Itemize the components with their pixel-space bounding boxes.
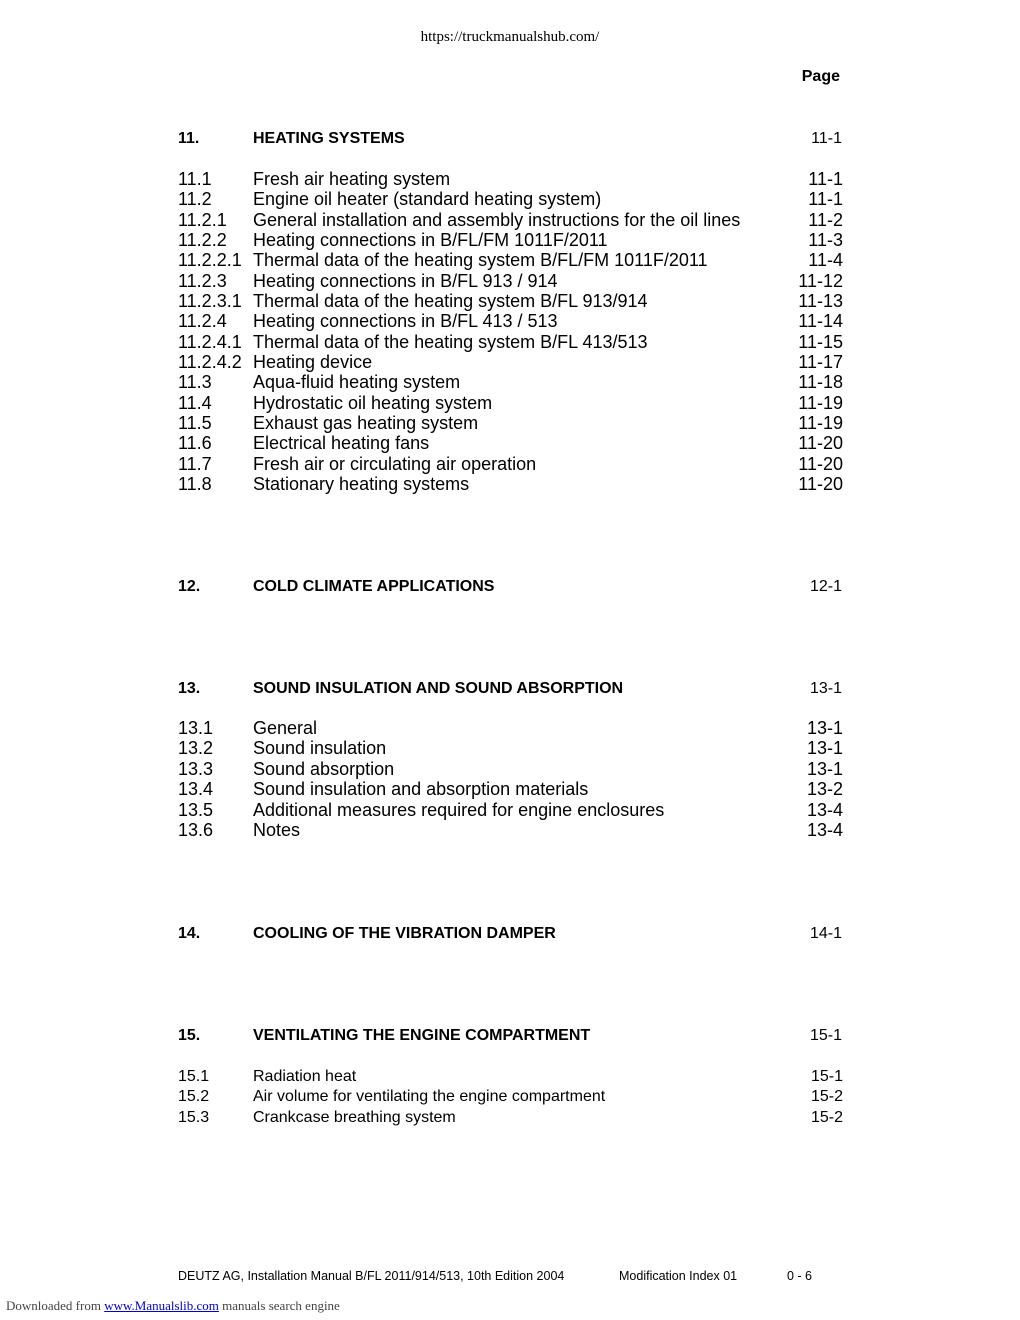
entry-number: 11.2.3.1 bbox=[178, 290, 242, 311]
entry-title: Radiation heat bbox=[253, 1068, 357, 1085]
entry-title: Aqua-fluid heating system bbox=[253, 372, 461, 393]
section-title: SOUND INSULATION AND SOUND ABSORPTION bbox=[253, 680, 624, 697]
entry-title: General installation and assembly instructions for the oil lines bbox=[253, 209, 741, 230]
toc-entry bbox=[0, 474, 1020, 495]
section-heading bbox=[0, 1026, 1020, 1047]
entry-number: 13.2 bbox=[178, 738, 214, 759]
entry-page: 11-13 bbox=[798, 290, 843, 311]
entry-page: 11-12 bbox=[798, 270, 843, 291]
toc-entry bbox=[0, 393, 1020, 414]
section-page: 11-1 bbox=[811, 130, 842, 147]
entry-number: 11.2.4.1 bbox=[178, 331, 242, 352]
toc-entry bbox=[0, 250, 1020, 271]
entry-number: 11.8 bbox=[178, 473, 212, 494]
entry-page: 11-20 bbox=[798, 433, 843, 454]
entry-number: 11.3 bbox=[178, 372, 212, 393]
toc-entry bbox=[0, 779, 1020, 800]
entry-title: Hydrostatic oil heating system bbox=[253, 392, 493, 413]
entry-page: 11-18 bbox=[798, 372, 843, 393]
entry-number: 15.2 bbox=[178, 1088, 210, 1106]
entry-page: 11-1 bbox=[808, 169, 843, 189]
page-column-label: Page bbox=[801, 68, 840, 85]
download-prefix: Downloaded from bbox=[6, 1298, 101, 1313]
entry-number: 11.4 bbox=[178, 392, 212, 413]
toc-entry bbox=[0, 210, 1020, 231]
entry-page: 11-20 bbox=[798, 473, 843, 494]
entry-number: 13.3 bbox=[178, 758, 214, 779]
entry-page: 11-3 bbox=[808, 229, 843, 250]
entry-number: 11.5 bbox=[178, 412, 212, 433]
entry-number: 11.2.4 bbox=[178, 311, 227, 332]
section-page: 15-1 bbox=[809, 1027, 842, 1044]
entry-title: General bbox=[253, 718, 318, 738]
entry-title: Stationary heating systems bbox=[253, 473, 470, 494]
section-number: 15. bbox=[178, 1027, 201, 1044]
toc-entry bbox=[0, 291, 1020, 312]
entry-title: Engine oil heater (standard heating system) bbox=[253, 189, 602, 210]
toc-entry bbox=[0, 738, 1020, 759]
entry-title: Exhaust gas heating system bbox=[253, 412, 479, 433]
toc-entry bbox=[0, 372, 1020, 393]
entry-page: 11-1 bbox=[808, 189, 843, 210]
entry-title: Crankcase breathing system bbox=[253, 1108, 456, 1126]
toc-entry bbox=[0, 169, 1020, 190]
entry-page: 11-19 bbox=[798, 412, 843, 433]
entry-title: Thermal data of the heating system B/FL 413/513 bbox=[253, 331, 648, 352]
entry-page: 11-17 bbox=[798, 351, 843, 372]
entry-title: Air volume for ventilating the engine compartment bbox=[253, 1088, 606, 1106]
entry-title: Thermal data of the heating system B/FL 913/914 bbox=[253, 290, 648, 311]
toc-entry bbox=[0, 820, 1020, 841]
section-heading bbox=[0, 129, 1020, 150]
entry-page: 15-1 bbox=[810, 1068, 843, 1085]
entry-number: 15.3 bbox=[178, 1108, 210, 1126]
entry-number: 11.2.4.2 bbox=[178, 351, 242, 372]
section-page: 13-1 bbox=[809, 680, 842, 697]
section-number: 11. bbox=[178, 130, 200, 147]
toc-entry bbox=[0, 759, 1020, 780]
entry-number: 11.2.3 bbox=[178, 270, 227, 291]
entry-title: Heating connections in B/FL/FM 1011F/2011 bbox=[253, 229, 608, 250]
toc-entry bbox=[0, 1067, 1020, 1088]
toc-entry bbox=[0, 800, 1020, 821]
section-title: VENTILATING THE ENGINE COMPARTMENT bbox=[253, 1027, 591, 1044]
toc-entry bbox=[0, 271, 1020, 292]
entry-title: Heating connections in B/FL 413 / 513 bbox=[253, 311, 558, 332]
entry-title: Sound absorption bbox=[253, 758, 395, 779]
entry-page: 13-2 bbox=[806, 779, 843, 800]
entry-title: Sound insulation bbox=[253, 738, 387, 759]
section-title: HEATING SYSTEMS bbox=[253, 130, 405, 147]
entry-title: Thermal data of the heating system B/FL/FM 1011F/2011 bbox=[253, 250, 708, 271]
entry-page: 11-14 bbox=[798, 311, 843, 332]
entry-number: 15.1 bbox=[178, 1068, 210, 1085]
toc-entry bbox=[0, 1108, 1020, 1129]
section-number: 12. bbox=[178, 578, 201, 595]
entry-number: 13.1 bbox=[178, 718, 214, 738]
entry-page: 13-4 bbox=[806, 799, 843, 820]
toc-entry bbox=[0, 332, 1020, 353]
section-heading bbox=[0, 577, 1020, 598]
toc-entry bbox=[0, 311, 1020, 332]
section-page: 14-1 bbox=[809, 925, 842, 942]
toc-entry bbox=[0, 454, 1020, 475]
entry-page: 11-4 bbox=[808, 250, 843, 271]
section-title: COOLING OF THE VIBRATION DAMPER bbox=[253, 925, 556, 942]
entry-page: 13-1 bbox=[806, 758, 843, 779]
entry-number: 13.5 bbox=[178, 799, 214, 820]
download-suffix: manuals search engine bbox=[222, 1298, 340, 1313]
entry-title: Notes bbox=[253, 820, 301, 840]
entry-number: 11.2.2 bbox=[178, 229, 227, 250]
toc-entry bbox=[0, 352, 1020, 373]
footer-document-info: DEUTZ AG, Installation Manual B/FL 2011/914/513, 10th Edition 2004 bbox=[178, 1269, 565, 1283]
entry-title: Heating connections in B/FL 913 / 914 bbox=[253, 270, 558, 291]
entry-number: 11.7 bbox=[178, 453, 212, 474]
download-bar bbox=[6, 1298, 340, 1314]
entry-title: Sound insulation and absorption materials bbox=[253, 779, 589, 800]
toc-entry bbox=[0, 230, 1020, 251]
entry-number: 11.1 bbox=[178, 169, 212, 189]
entry-number: 11.2 bbox=[178, 189, 212, 210]
entry-number: 11.2.1 bbox=[178, 209, 227, 230]
entry-page: 13-1 bbox=[806, 718, 843, 738]
footer-page-number: 0 - 6 bbox=[787, 1269, 813, 1283]
entry-page: 11-2 bbox=[808, 209, 843, 230]
entry-page: 13-4 bbox=[806, 820, 843, 840]
section-heading bbox=[0, 924, 1020, 945]
entry-number: 13.6 bbox=[178, 820, 214, 840]
manualslib-link[interactable]: www.Manualslib.com bbox=[104, 1298, 219, 1313]
entry-title: Fresh air or circulating air operation bbox=[253, 453, 537, 474]
toc-entry bbox=[0, 433, 1020, 454]
entry-number: 13.4 bbox=[178, 779, 214, 800]
toc-entry bbox=[0, 718, 1020, 739]
entry-page: 11-20 bbox=[798, 453, 843, 474]
section-number: 13. bbox=[178, 680, 201, 697]
entry-title: Additional measures required for engine enclosures bbox=[253, 799, 665, 820]
footer-modification-index: Modification Index 01 bbox=[619, 1269, 738, 1283]
entry-title: Heating device bbox=[253, 351, 373, 372]
header-url: https://truckmanualshub.com/ bbox=[420, 29, 600, 45]
toc-entry bbox=[0, 189, 1020, 210]
section-page: 12-1 bbox=[809, 578, 842, 595]
toc-entry bbox=[0, 413, 1020, 434]
entry-number: 11.6 bbox=[178, 433, 212, 454]
toc-entry bbox=[0, 1087, 1020, 1108]
section-title: COLD CLIMATE APPLICATIONS bbox=[253, 578, 495, 595]
entry-title: Electrical heating fans bbox=[253, 433, 430, 454]
entry-title: Fresh air heating system bbox=[253, 169, 451, 189]
entry-number: 11.2.2.1 bbox=[178, 250, 242, 271]
entry-page: 15-2 bbox=[810, 1088, 843, 1106]
entry-page: 13-1 bbox=[806, 738, 843, 759]
entry-page: 11-19 bbox=[798, 392, 843, 413]
section-heading bbox=[0, 679, 1020, 700]
entry-page: 11-15 bbox=[798, 331, 843, 352]
section-number: 14. bbox=[178, 925, 201, 942]
entry-page: 15-2 bbox=[810, 1108, 843, 1126]
